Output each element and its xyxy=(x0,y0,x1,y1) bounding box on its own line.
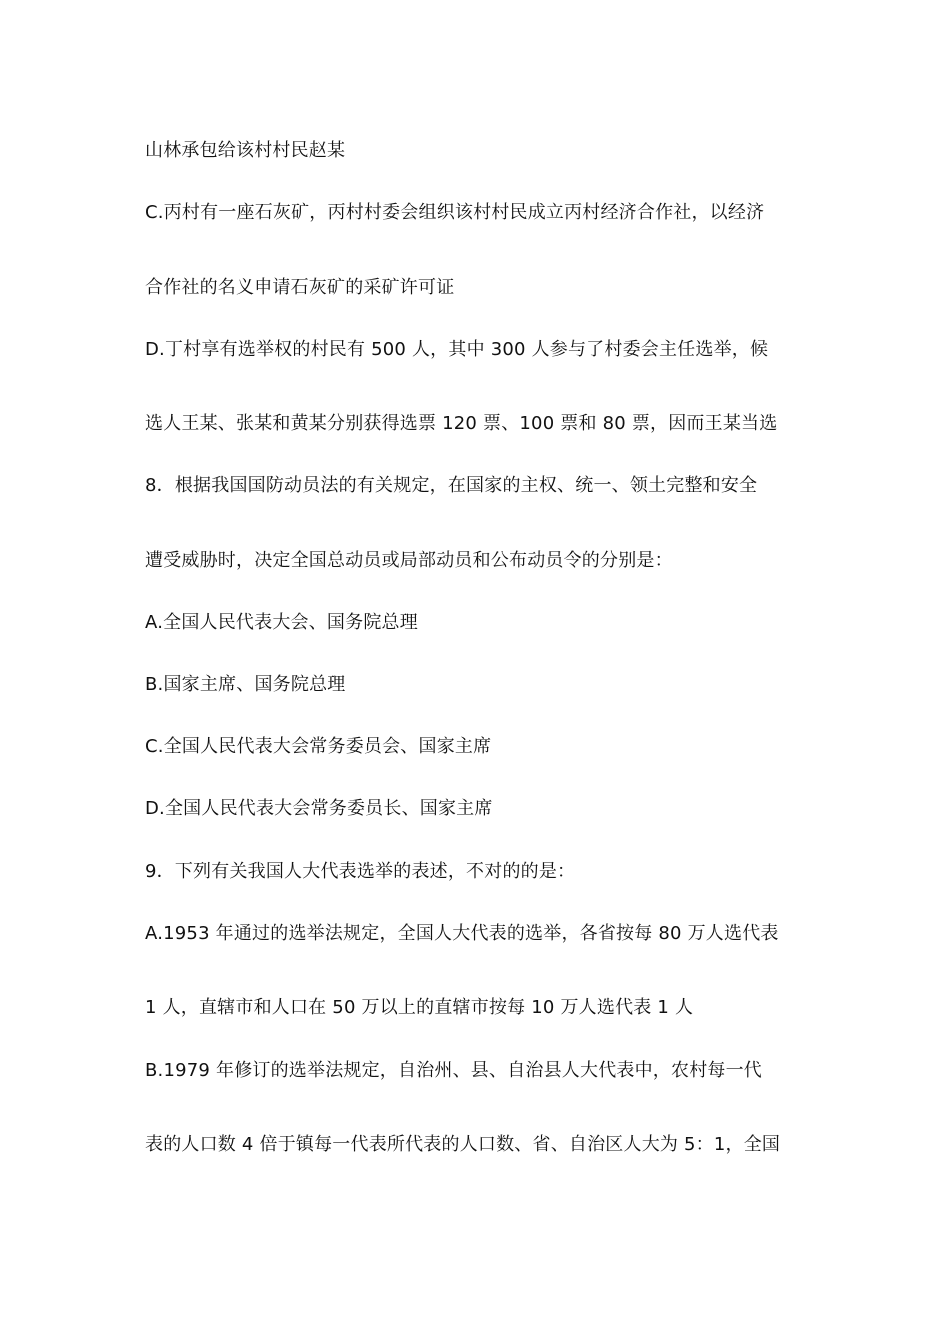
question-8-option-a: A.全国人民代表大会、国务院总理 xyxy=(145,612,418,633)
question-9-option-b-line-2: 表的人口数 4 倍于镇每一代表所代表的人口数、省、自治区人大为 5：1，全国 xyxy=(145,1134,781,1155)
question-9-option-b-line-1: B.1979 年修订的选举法规定，自治州、县、自治县人大代表中，农村每一代 xyxy=(145,1060,762,1081)
text-line-3: 合作社的名义申请石灰矿的采矿许可证 xyxy=(145,277,455,298)
question-8-option-c: C.全国人民代表大会常务委员会、国家主席 xyxy=(145,736,492,757)
text-line-2: C.丙村有一座石灰矿，丙村村委会组织该村村民成立丙村经济合作社，以经济 xyxy=(145,202,765,223)
question-8-option-b: B.国家主席、国务院总理 xyxy=(145,674,346,695)
question-8-stem-line-1: 8．根据我国国防动员法的有关规定，在国家的主权、统一、领土完整和安全 xyxy=(145,475,758,496)
text-line-4: D.丁村享有选举权的村民有 500 人，其中 300 人参与了村委会主任选举，候 xyxy=(145,339,769,360)
question-8-stem-line-2: 遭受威胁时，决定全国总动员或局部动员和公布动员令的分别是： xyxy=(145,550,673,571)
question-8-option-d: D.全国人民代表大会常务委员长、国家主席 xyxy=(145,798,493,819)
text-line-5: 选人王某、张某和黄某分别获得选票 120 票、100 票和 80 票，因而王某当选 xyxy=(145,413,778,434)
question-9-stem: 9．下列有关我国人大代表选举的表述，不对的的是： xyxy=(145,861,576,882)
text-line-1: 山林承包给该村村民赵某 xyxy=(145,140,346,161)
question-9-option-a-line-1: A.1953 年通过的选举法规定，全国人大代表的选举，各省按每 80 万人选代表 xyxy=(145,923,779,944)
question-9-option-a-line-2: 1 人，直辖市和人口在 50 万以上的直辖市按每 10 万人选代表 1 人 xyxy=(145,997,694,1018)
